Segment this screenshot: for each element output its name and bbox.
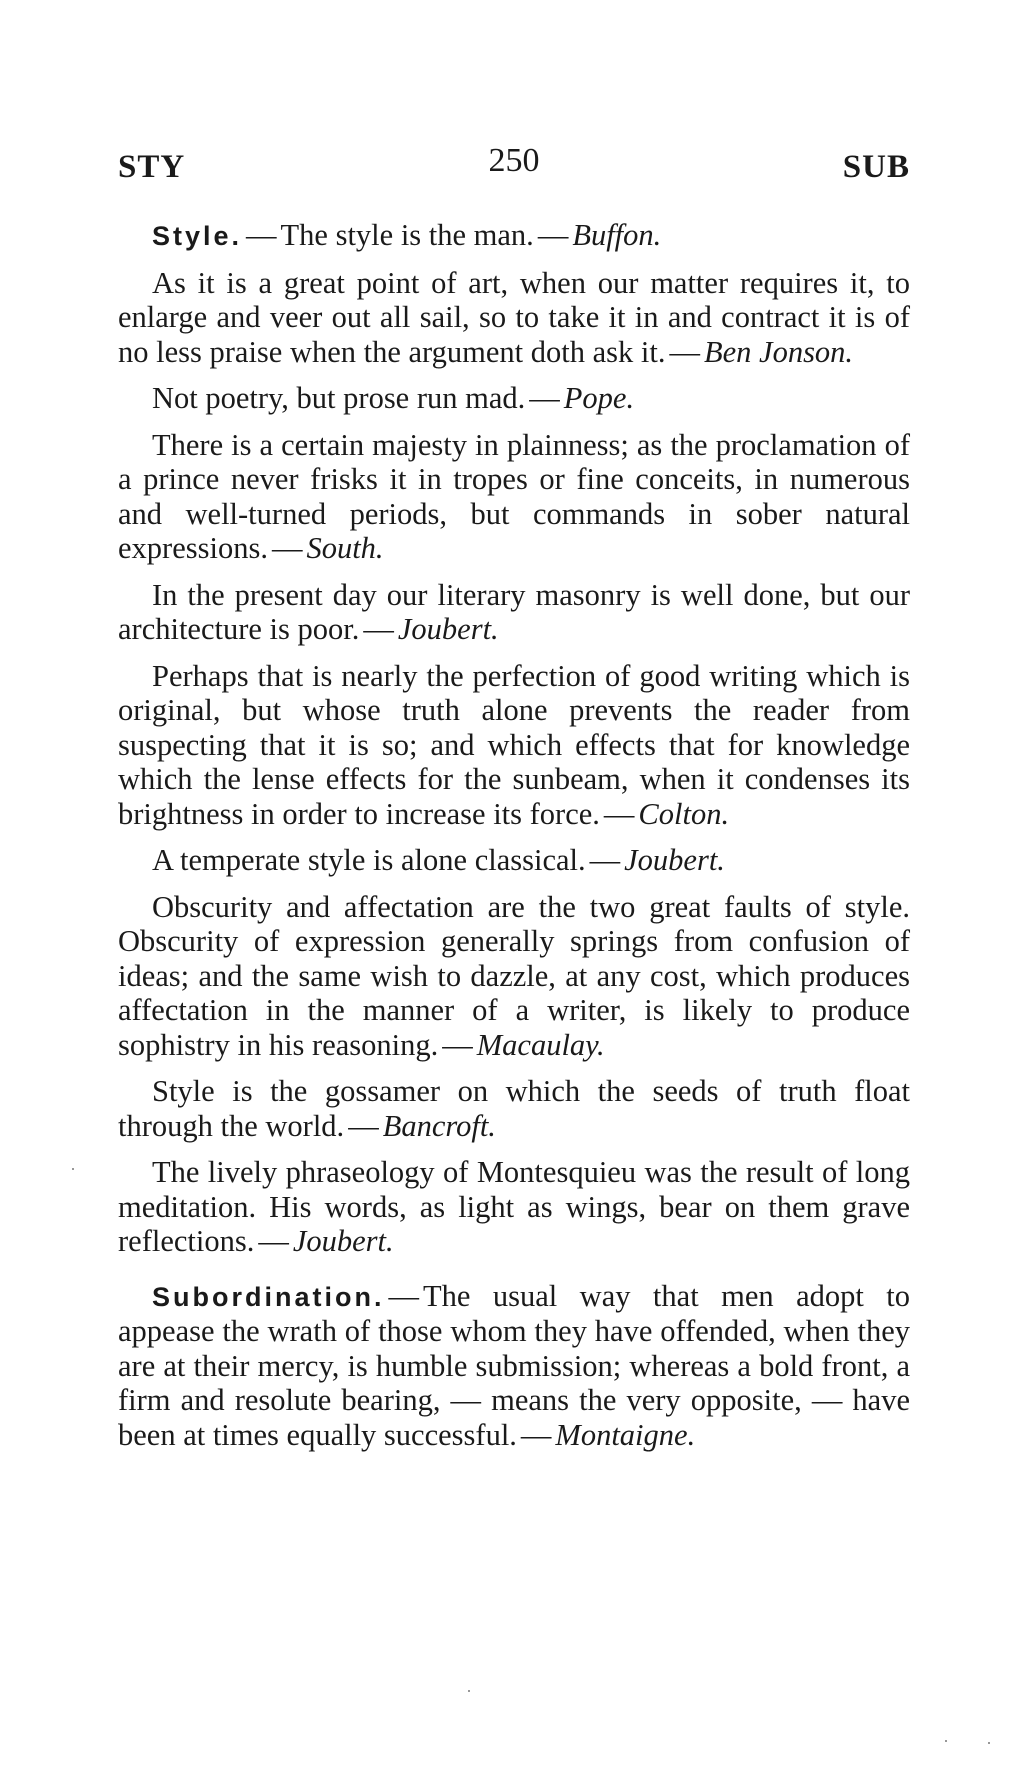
quote-author: Ben Jonson.: [703, 334, 854, 369]
header-right-catchword: SUB: [842, 149, 910, 185]
quote-text: Style is the gossamer on which the seeds of truth float through the world.: [118, 1074, 910, 1143]
em-dash: —: [348, 1108, 379, 1143]
quote-entry: [118, 890, 910, 1063]
quote-text: Not poetry, but prose run mad.: [152, 381, 526, 415]
quote-author: Colton.: [638, 796, 730, 831]
quote-author: Joubert.: [397, 612, 499, 646]
em-dash: —: [529, 381, 560, 415]
quote-entry: [118, 1155, 910, 1259]
topic-heading: Style.: [152, 221, 243, 251]
quote-entry: [118, 266, 910, 370]
em-dash: —: [669, 334, 700, 369]
topic-heading: Subordination.: [152, 1281, 385, 1312]
quote-text: The lively phraseology of Montesquieu was the result of long meditation. His words, as light as wings, bear on them grave reflections.: [118, 1155, 910, 1258]
em-dash: —: [271, 531, 303, 565]
quote-author: South.: [306, 531, 384, 565]
quote-entry: [118, 578, 910, 647]
quote-author: Joubert.: [292, 1224, 394, 1258]
em-dash: —: [258, 1224, 289, 1258]
print-speck: [945, 1740, 947, 1742]
em-dash: —: [363, 612, 394, 646]
em-dash: —: [537, 218, 569, 252]
quote-author: Joubert.: [624, 843, 725, 877]
em-dash: —: [589, 843, 621, 877]
em-dash: —: [388, 1278, 419, 1313]
quote-text: There is a certain majesty in plainness; as the proclamation of a prince never frisks it in tropes or fine conceits, in numerous and well-turned periods, but commands in sober natural expressions.: [118, 427, 910, 565]
em-dash: —: [246, 218, 277, 252]
quote-author: Buffon.: [572, 218, 662, 252]
print-speck: [988, 1742, 990, 1744]
quote-entry: [118, 381, 910, 416]
quote-entry: [118, 428, 910, 566]
quote-entry: [118, 1074, 910, 1143]
quote-text: In the present day our literary masonry is well done, but our architecture is poor.: [118, 577, 910, 646]
quote-text: As it is a great point of art, when our matter requires it, to enlarge and veer out all sail, so to take it in and contract it is of no less praise when the argument doth ask it.: [118, 265, 910, 369]
quote-entry: [118, 218, 910, 254]
quote-text: Obscurity and affectation are the two great faults of style. Obscurity of expression generally springs from confusion of ideas; and the same wish to dazzle, at any cost, which produces affectation in the manner of a writer, is likely to produce sophistry in his reasoning.: [118, 889, 910, 1062]
quote-text: The usual way that men adopt to appease the wrath of those whom they have offended, when they are at their mercy, is humble submission; whereas a bold front, a firm and resolute bearing, — means the very opposite, — have been at times equally successful.: [118, 1278, 910, 1452]
page-number: 250: [488, 142, 540, 179]
quote-author: Pope.: [563, 381, 635, 415]
header-left-catchword: STY: [118, 149, 186, 185]
quotation-list: [118, 218, 910, 1464]
running-header: [118, 142, 910, 192]
quote-entry: [118, 843, 910, 878]
print-speck: [72, 1168, 74, 1170]
quote-author: Macaulay.: [476, 1027, 605, 1062]
quote-text: The style is the man.: [280, 218, 534, 252]
em-dash: —: [520, 1417, 552, 1452]
quote-entry: [118, 659, 910, 832]
em-dash: —: [442, 1027, 473, 1062]
quote-entry: [118, 1279, 910, 1453]
quote-author: Bancroft.: [382, 1108, 496, 1143]
em-dash: —: [603, 796, 635, 831]
quote-author: Montaigne.: [555, 1417, 696, 1452]
quote-text: Perhaps that is nearly the perfection of good writing which is original, but whose truth alone prevents the reader from suspecting that it is so; and which effects that for knowledge which the lense effects for the sunbeam, when it condenses its brightness in order to increase its force.: [118, 658, 910, 831]
print-speck: [468, 1690, 470, 1692]
quote-text: A temperate style is alone classical.: [152, 843, 586, 877]
